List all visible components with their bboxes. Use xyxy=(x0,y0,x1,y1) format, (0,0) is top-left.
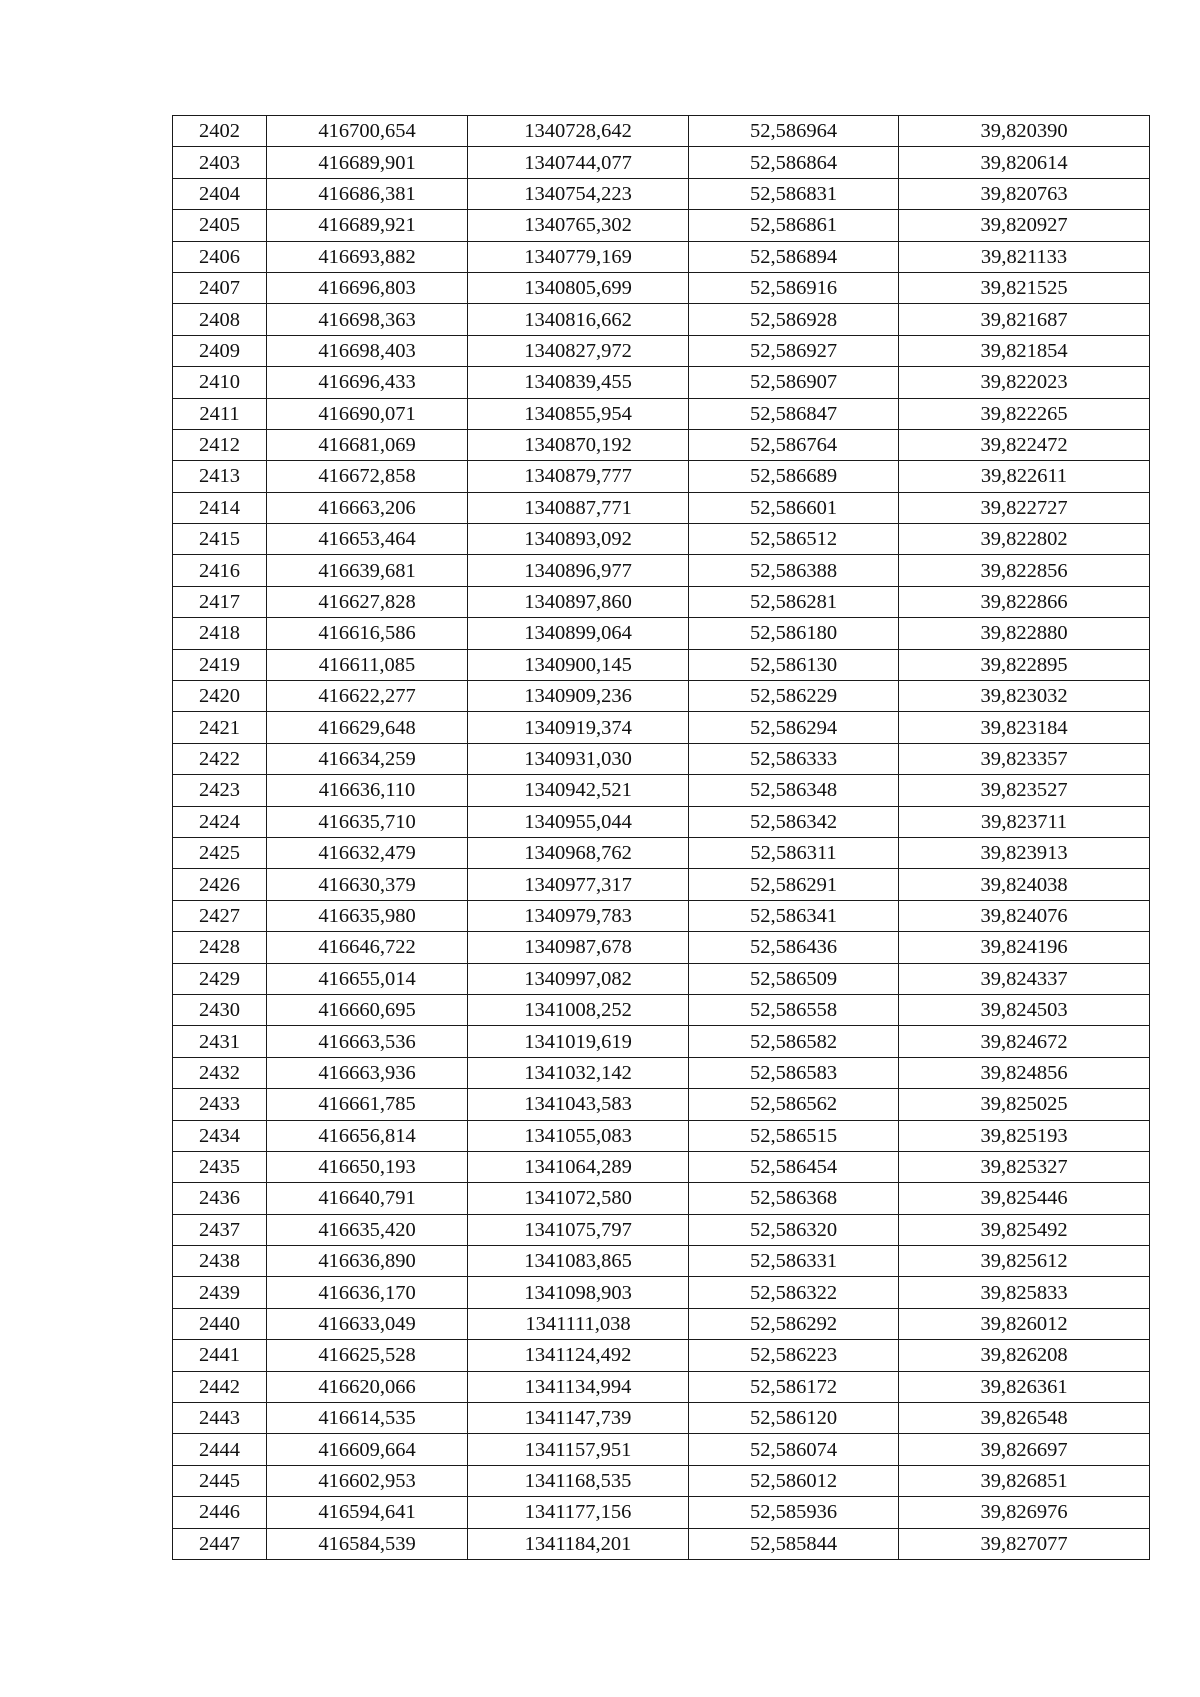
y-coordinate-cell: 1340955,044 xyxy=(468,806,689,837)
latitude-cell: 52,586764 xyxy=(689,429,899,460)
point-number-cell: 2414 xyxy=(173,492,267,523)
latitude-cell: 52,586388 xyxy=(689,555,899,586)
table-row xyxy=(173,869,1150,900)
longitude-cell: 39,825025 xyxy=(899,1089,1150,1120)
y-coordinate-cell: 1341147,739 xyxy=(468,1403,689,1434)
point-number-cell: 2439 xyxy=(173,1277,267,1308)
y-coordinate-cell: 1341032,142 xyxy=(468,1057,689,1088)
y-coordinate-cell: 1340827,972 xyxy=(468,335,689,366)
x-coordinate-cell: 416689,921 xyxy=(267,210,468,241)
latitude-cell: 52,586861 xyxy=(689,210,899,241)
table-row xyxy=(173,994,1150,1025)
longitude-cell: 39,825327 xyxy=(899,1151,1150,1182)
table-row xyxy=(173,1089,1150,1120)
point-number-cell: 2412 xyxy=(173,429,267,460)
x-coordinate-cell: 416650,193 xyxy=(267,1151,468,1182)
x-coordinate-cell: 416646,722 xyxy=(267,932,468,963)
latitude-cell: 52,586120 xyxy=(689,1403,899,1434)
longitude-cell: 39,822727 xyxy=(899,492,1150,523)
longitude-cell: 39,825492 xyxy=(899,1214,1150,1245)
y-coordinate-cell: 1340754,223 xyxy=(468,178,689,209)
point-number-cell: 2447 xyxy=(173,1528,267,1559)
x-coordinate-cell: 416629,648 xyxy=(267,712,468,743)
y-coordinate-cell: 1340887,771 xyxy=(468,492,689,523)
latitude-cell: 52,586292 xyxy=(689,1308,899,1339)
table-row xyxy=(173,1528,1150,1559)
longitude-cell: 39,824196 xyxy=(899,932,1150,963)
x-coordinate-cell: 416634,259 xyxy=(267,743,468,774)
latitude-cell: 52,586689 xyxy=(689,461,899,492)
y-coordinate-cell: 1341168,535 xyxy=(468,1465,689,1496)
table-row xyxy=(173,429,1150,460)
y-coordinate-cell: 1341083,865 xyxy=(468,1246,689,1277)
latitude-cell: 52,586907 xyxy=(689,367,899,398)
table-row xyxy=(173,272,1150,303)
point-number-cell: 2403 xyxy=(173,147,267,178)
table-row xyxy=(173,1465,1150,1496)
point-number-cell: 2406 xyxy=(173,241,267,272)
latitude-cell: 52,586320 xyxy=(689,1214,899,1245)
longitude-cell: 39,825612 xyxy=(899,1246,1150,1277)
y-coordinate-cell: 1340896,977 xyxy=(468,555,689,586)
table-row xyxy=(173,963,1150,994)
latitude-cell: 52,586583 xyxy=(689,1057,899,1088)
table-row xyxy=(173,555,1150,586)
y-coordinate-cell: 1341019,619 xyxy=(468,1026,689,1057)
y-coordinate-cell: 1341124,492 xyxy=(468,1340,689,1371)
latitude-cell: 52,586509 xyxy=(689,963,899,994)
y-coordinate-cell: 1341111,038 xyxy=(468,1308,689,1339)
point-number-cell: 2413 xyxy=(173,461,267,492)
longitude-cell: 39,826697 xyxy=(899,1434,1150,1465)
table-row xyxy=(173,1120,1150,1151)
table-row xyxy=(173,147,1150,178)
table-row xyxy=(173,461,1150,492)
longitude-cell: 39,825833 xyxy=(899,1277,1150,1308)
x-coordinate-cell: 416611,085 xyxy=(267,649,468,680)
latitude-cell: 52,586515 xyxy=(689,1120,899,1151)
latitude-cell: 52,586291 xyxy=(689,869,899,900)
table-row xyxy=(173,1246,1150,1277)
longitude-cell: 39,826851 xyxy=(899,1465,1150,1496)
x-coordinate-cell: 416630,379 xyxy=(267,869,468,900)
x-coordinate-cell: 416602,953 xyxy=(267,1465,468,1496)
longitude-cell: 39,826208 xyxy=(899,1340,1150,1371)
latitude-cell: 52,586927 xyxy=(689,335,899,366)
x-coordinate-cell: 416609,664 xyxy=(267,1434,468,1465)
table-row xyxy=(173,178,1150,209)
x-coordinate-cell: 416700,654 xyxy=(267,116,468,147)
longitude-cell: 39,824503 xyxy=(899,994,1150,1025)
x-coordinate-cell: 416640,791 xyxy=(267,1183,468,1214)
longitude-cell: 39,824076 xyxy=(899,900,1150,931)
longitude-cell: 39,822866 xyxy=(899,586,1150,617)
x-coordinate-cell: 416635,420 xyxy=(267,1214,468,1245)
point-number-cell: 2437 xyxy=(173,1214,267,1245)
longitude-cell: 39,820390 xyxy=(899,116,1150,147)
table-row xyxy=(173,398,1150,429)
latitude-cell: 52,586348 xyxy=(689,775,899,806)
longitude-cell: 39,826012 xyxy=(899,1308,1150,1339)
x-coordinate-cell: 416672,858 xyxy=(267,461,468,492)
point-number-cell: 2425 xyxy=(173,837,267,868)
x-coordinate-cell: 416633,049 xyxy=(267,1308,468,1339)
table-row xyxy=(173,1340,1150,1371)
point-number-cell: 2421 xyxy=(173,712,267,743)
latitude-cell: 52,586223 xyxy=(689,1340,899,1371)
point-number-cell: 2438 xyxy=(173,1246,267,1277)
x-coordinate-cell: 416620,066 xyxy=(267,1371,468,1402)
table-row xyxy=(173,649,1150,680)
x-coordinate-cell: 416660,695 xyxy=(267,994,468,1025)
longitude-cell: 39,825193 xyxy=(899,1120,1150,1151)
y-coordinate-cell: 1340870,192 xyxy=(468,429,689,460)
x-coordinate-cell: 416614,535 xyxy=(267,1403,468,1434)
longitude-cell: 39,822895 xyxy=(899,649,1150,680)
point-number-cell: 2410 xyxy=(173,367,267,398)
longitude-cell: 39,821525 xyxy=(899,272,1150,303)
longitude-cell: 39,823913 xyxy=(899,837,1150,868)
latitude-cell: 52,586562 xyxy=(689,1089,899,1120)
latitude-cell: 52,586916 xyxy=(689,272,899,303)
y-coordinate-cell: 1341184,201 xyxy=(468,1528,689,1559)
table-row xyxy=(173,618,1150,649)
y-coordinate-cell: 1340909,236 xyxy=(468,681,689,712)
point-number-cell: 2402 xyxy=(173,116,267,147)
y-coordinate-cell: 1341157,951 xyxy=(468,1434,689,1465)
x-coordinate-cell: 416635,980 xyxy=(267,900,468,931)
x-coordinate-cell: 416616,586 xyxy=(267,618,468,649)
y-coordinate-cell: 1340900,145 xyxy=(468,649,689,680)
y-coordinate-cell: 1340919,374 xyxy=(468,712,689,743)
table-row xyxy=(173,241,1150,272)
table-row xyxy=(173,712,1150,743)
longitude-cell: 39,820927 xyxy=(899,210,1150,241)
point-number-cell: 2408 xyxy=(173,304,267,335)
table-row xyxy=(173,116,1150,147)
latitude-cell: 52,586512 xyxy=(689,524,899,555)
x-coordinate-cell: 416632,479 xyxy=(267,837,468,868)
y-coordinate-cell: 1341043,583 xyxy=(468,1089,689,1120)
x-coordinate-cell: 416635,710 xyxy=(267,806,468,837)
table-row xyxy=(173,586,1150,617)
point-number-cell: 2431 xyxy=(173,1026,267,1057)
longitude-cell: 39,821687 xyxy=(899,304,1150,335)
table-row xyxy=(173,335,1150,366)
longitude-cell: 39,824337 xyxy=(899,963,1150,994)
x-coordinate-cell: 416686,381 xyxy=(267,178,468,209)
point-number-cell: 2418 xyxy=(173,618,267,649)
latitude-cell: 52,586074 xyxy=(689,1434,899,1465)
y-coordinate-cell: 1340987,678 xyxy=(468,932,689,963)
longitude-cell: 39,822265 xyxy=(899,398,1150,429)
latitude-cell: 52,586333 xyxy=(689,743,899,774)
y-coordinate-cell: 1341075,797 xyxy=(468,1214,689,1245)
table-row xyxy=(173,304,1150,335)
y-coordinate-cell: 1340977,317 xyxy=(468,869,689,900)
latitude-cell: 52,586601 xyxy=(689,492,899,523)
table-row xyxy=(173,210,1150,241)
x-coordinate-cell: 416663,536 xyxy=(267,1026,468,1057)
y-coordinate-cell: 1340931,030 xyxy=(468,743,689,774)
point-number-cell: 2430 xyxy=(173,994,267,1025)
latitude-cell: 52,586831 xyxy=(689,178,899,209)
point-number-cell: 2417 xyxy=(173,586,267,617)
table-row xyxy=(173,1434,1150,1465)
point-number-cell: 2445 xyxy=(173,1465,267,1496)
latitude-cell: 52,586172 xyxy=(689,1371,899,1402)
table-row xyxy=(173,743,1150,774)
table-row xyxy=(173,1371,1150,1402)
point-number-cell: 2434 xyxy=(173,1120,267,1151)
x-coordinate-cell: 416636,170 xyxy=(267,1277,468,1308)
latitude-cell: 52,586964 xyxy=(689,116,899,147)
x-coordinate-cell: 416636,110 xyxy=(267,775,468,806)
x-coordinate-cell: 416663,206 xyxy=(267,492,468,523)
y-coordinate-cell: 1340839,455 xyxy=(468,367,689,398)
latitude-cell: 52,586229 xyxy=(689,681,899,712)
x-coordinate-cell: 416625,528 xyxy=(267,1340,468,1371)
x-coordinate-cell: 416698,363 xyxy=(267,304,468,335)
latitude-cell: 52,586368 xyxy=(689,1183,899,1214)
longitude-cell: 39,826548 xyxy=(899,1403,1150,1434)
x-coordinate-cell: 416584,539 xyxy=(267,1528,468,1559)
latitude-cell: 52,586331 xyxy=(689,1246,899,1277)
point-number-cell: 2428 xyxy=(173,932,267,963)
x-coordinate-cell: 416698,403 xyxy=(267,335,468,366)
longitude-cell: 39,822856 xyxy=(899,555,1150,586)
latitude-cell: 52,586558 xyxy=(689,994,899,1025)
y-coordinate-cell: 1340979,783 xyxy=(468,900,689,931)
x-coordinate-cell: 416690,071 xyxy=(267,398,468,429)
longitude-cell: 39,826976 xyxy=(899,1497,1150,1528)
x-coordinate-cell: 416696,433 xyxy=(267,367,468,398)
longitude-cell: 39,820614 xyxy=(899,147,1150,178)
longitude-cell: 39,822472 xyxy=(899,429,1150,460)
y-coordinate-cell: 1341177,156 xyxy=(468,1497,689,1528)
y-coordinate-cell: 1341064,289 xyxy=(468,1151,689,1182)
point-number-cell: 2422 xyxy=(173,743,267,774)
point-number-cell: 2432 xyxy=(173,1057,267,1088)
table-row xyxy=(173,367,1150,398)
longitude-cell: 39,826361 xyxy=(899,1371,1150,1402)
table-row xyxy=(173,806,1150,837)
point-number-cell: 2440 xyxy=(173,1308,267,1339)
y-coordinate-cell: 1341008,252 xyxy=(468,994,689,1025)
latitude-cell: 52,586894 xyxy=(689,241,899,272)
latitude-cell: 52,586180 xyxy=(689,618,899,649)
longitude-cell: 39,821133 xyxy=(899,241,1150,272)
longitude-cell: 39,823527 xyxy=(899,775,1150,806)
table-row xyxy=(173,492,1150,523)
point-number-cell: 2419 xyxy=(173,649,267,680)
point-number-cell: 2409 xyxy=(173,335,267,366)
y-coordinate-cell: 1340968,762 xyxy=(468,837,689,868)
point-number-cell: 2415 xyxy=(173,524,267,555)
y-coordinate-cell: 1340893,092 xyxy=(468,524,689,555)
y-coordinate-cell: 1340765,302 xyxy=(468,210,689,241)
latitude-cell: 52,586928 xyxy=(689,304,899,335)
x-coordinate-cell: 416681,069 xyxy=(267,429,468,460)
latitude-cell: 52,586012 xyxy=(689,1465,899,1496)
longitude-cell: 39,822880 xyxy=(899,618,1150,649)
point-number-cell: 2441 xyxy=(173,1340,267,1371)
longitude-cell: 39,823032 xyxy=(899,681,1150,712)
point-number-cell: 2423 xyxy=(173,775,267,806)
longitude-cell: 39,822802 xyxy=(899,524,1150,555)
point-number-cell: 2443 xyxy=(173,1403,267,1434)
table-row xyxy=(173,1497,1150,1528)
longitude-cell: 39,822023 xyxy=(899,367,1150,398)
y-coordinate-cell: 1341072,580 xyxy=(468,1183,689,1214)
table-row xyxy=(173,681,1150,712)
table-row xyxy=(173,1026,1150,1057)
y-coordinate-cell: 1340779,169 xyxy=(468,241,689,272)
y-coordinate-cell: 1340728,642 xyxy=(468,116,689,147)
table-row xyxy=(173,524,1150,555)
point-number-cell: 2426 xyxy=(173,869,267,900)
table-row xyxy=(173,1183,1150,1214)
point-number-cell: 2427 xyxy=(173,900,267,931)
x-coordinate-cell: 416656,814 xyxy=(267,1120,468,1151)
latitude-cell: 52,586847 xyxy=(689,398,899,429)
x-coordinate-cell: 416663,936 xyxy=(267,1057,468,1088)
longitude-cell: 39,822611 xyxy=(899,461,1150,492)
latitude-cell: 52,585936 xyxy=(689,1497,899,1528)
table-row xyxy=(173,900,1150,931)
x-coordinate-cell: 416627,828 xyxy=(267,586,468,617)
point-number-cell: 2446 xyxy=(173,1497,267,1528)
table-row xyxy=(173,932,1150,963)
y-coordinate-cell: 1340897,860 xyxy=(468,586,689,617)
y-coordinate-cell: 1341098,903 xyxy=(468,1277,689,1308)
table-row xyxy=(173,837,1150,868)
latitude-cell: 52,585844 xyxy=(689,1528,899,1559)
coordinates-table xyxy=(172,115,1150,1560)
x-coordinate-cell: 416689,901 xyxy=(267,147,468,178)
longitude-cell: 39,823357 xyxy=(899,743,1150,774)
point-number-cell: 2404 xyxy=(173,178,267,209)
table-row xyxy=(173,1214,1150,1245)
point-number-cell: 2424 xyxy=(173,806,267,837)
point-number-cell: 2407 xyxy=(173,272,267,303)
point-number-cell: 2411 xyxy=(173,398,267,429)
latitude-cell: 52,586436 xyxy=(689,932,899,963)
x-coordinate-cell: 416653,464 xyxy=(267,524,468,555)
y-coordinate-cell: 1340899,064 xyxy=(468,618,689,649)
point-number-cell: 2442 xyxy=(173,1371,267,1402)
table-row xyxy=(173,1403,1150,1434)
point-number-cell: 2433 xyxy=(173,1089,267,1120)
point-number-cell: 2436 xyxy=(173,1183,267,1214)
longitude-cell: 39,823711 xyxy=(899,806,1150,837)
longitude-cell: 39,823184 xyxy=(899,712,1150,743)
x-coordinate-cell: 416693,882 xyxy=(267,241,468,272)
latitude-cell: 52,586322 xyxy=(689,1277,899,1308)
latitude-cell: 52,586130 xyxy=(689,649,899,680)
point-number-cell: 2416 xyxy=(173,555,267,586)
longitude-cell: 39,824672 xyxy=(899,1026,1150,1057)
y-coordinate-cell: 1341134,994 xyxy=(468,1371,689,1402)
longitude-cell: 39,820763 xyxy=(899,178,1150,209)
y-coordinate-cell: 1340744,077 xyxy=(468,147,689,178)
latitude-cell: 52,586864 xyxy=(689,147,899,178)
table-row xyxy=(173,1057,1150,1088)
longitude-cell: 39,827077 xyxy=(899,1528,1150,1559)
x-coordinate-cell: 416639,681 xyxy=(267,555,468,586)
coordinates-table-body xyxy=(173,116,1150,1560)
x-coordinate-cell: 416655,014 xyxy=(267,963,468,994)
y-coordinate-cell: 1340942,521 xyxy=(468,775,689,806)
table-row xyxy=(173,775,1150,806)
table-row xyxy=(173,1277,1150,1308)
y-coordinate-cell: 1340805,699 xyxy=(468,272,689,303)
latitude-cell: 52,586311 xyxy=(689,837,899,868)
point-number-cell: 2405 xyxy=(173,210,267,241)
table-row xyxy=(173,1151,1150,1182)
x-coordinate-cell: 416696,803 xyxy=(267,272,468,303)
point-number-cell: 2444 xyxy=(173,1434,267,1465)
y-coordinate-cell: 1340855,954 xyxy=(468,398,689,429)
longitude-cell: 39,824038 xyxy=(899,869,1150,900)
x-coordinate-cell: 416636,890 xyxy=(267,1246,468,1277)
longitude-cell: 39,824856 xyxy=(899,1057,1150,1088)
latitude-cell: 52,586294 xyxy=(689,712,899,743)
y-coordinate-cell: 1340997,082 xyxy=(468,963,689,994)
latitude-cell: 52,586341 xyxy=(689,900,899,931)
table-row xyxy=(173,1308,1150,1339)
y-coordinate-cell: 1341055,083 xyxy=(468,1120,689,1151)
latitude-cell: 52,586281 xyxy=(689,586,899,617)
latitude-cell: 52,586582 xyxy=(689,1026,899,1057)
longitude-cell: 39,821854 xyxy=(899,335,1150,366)
latitude-cell: 52,586454 xyxy=(689,1151,899,1182)
y-coordinate-cell: 1340879,777 xyxy=(468,461,689,492)
longitude-cell: 39,825446 xyxy=(899,1183,1150,1214)
point-number-cell: 2435 xyxy=(173,1151,267,1182)
latitude-cell: 52,586342 xyxy=(689,806,899,837)
x-coordinate-cell: 416594,641 xyxy=(267,1497,468,1528)
point-number-cell: 2429 xyxy=(173,963,267,994)
point-number-cell: 2420 xyxy=(173,681,267,712)
x-coordinate-cell: 416661,785 xyxy=(267,1089,468,1120)
y-coordinate-cell: 1340816,662 xyxy=(468,304,689,335)
x-coordinate-cell: 416622,277 xyxy=(267,681,468,712)
